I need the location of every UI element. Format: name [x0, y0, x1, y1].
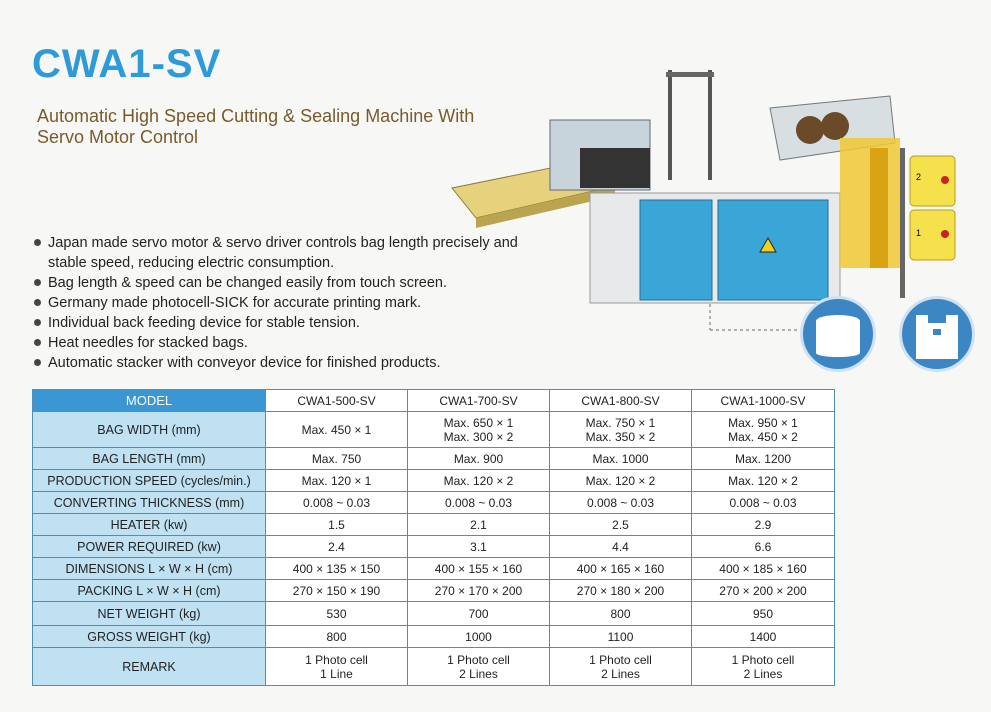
cell-text: 1 Line	[320, 666, 353, 681]
table-cell	[550, 536, 692, 558]
row-label: REMARK	[33, 648, 266, 686]
cell-text: 800	[326, 629, 347, 644]
cell-text: Max. 900	[453, 451, 504, 466]
cell-text: 1 Photo cell	[447, 652, 510, 667]
table-cell	[266, 470, 408, 492]
cell-text: 400 × 185 × 160	[719, 561, 807, 576]
table-cell	[408, 470, 550, 492]
cell-text: 1 Photo cell	[731, 652, 795, 667]
cell-text: 1 Photo cell	[589, 652, 652, 667]
table-cell	[550, 626, 692, 648]
table-cell	[692, 602, 835, 626]
feature-item: Bag length & speed can be changed easily from touch screen.	[32, 273, 552, 293]
table-cell	[408, 536, 550, 558]
table-row	[33, 648, 835, 686]
table-row	[33, 412, 835, 448]
model-name: CWA1-700-SV	[408, 390, 550, 412]
cell-text: 400 × 165 × 160	[576, 561, 665, 576]
feature-item: Germany made photocell-SICK for accurate printing mark.	[32, 293, 552, 313]
table-cell	[550, 602, 692, 626]
machine-drawing	[440, 68, 980, 368]
cell-text: Max. 1200	[734, 451, 792, 466]
model-column-header: MODEL	[33, 390, 266, 412]
row-label: POWER REQUIRED (kw)	[33, 536, 266, 558]
cell-text: 1.5	[328, 517, 345, 532]
table-cell	[692, 470, 835, 492]
table-row	[33, 492, 835, 514]
cell-text: Max. 750	[311, 451, 362, 466]
table-cell	[408, 602, 550, 626]
cell-text: 2 Lines	[743, 666, 783, 681]
table-cell	[550, 514, 692, 536]
table-header-row	[33, 390, 835, 412]
feature-item: Heat needles for stacked bags.	[32, 333, 552, 353]
table-cell	[408, 648, 550, 686]
cell-text: 0.008 ~ 0.03	[586, 495, 655, 510]
table-cell	[266, 648, 408, 686]
table-cell	[550, 492, 692, 514]
cell-text: 2 Lines	[601, 666, 640, 681]
table-cell	[408, 558, 550, 580]
table-cell	[692, 626, 835, 648]
cell-text: Max. 450 × 2	[728, 429, 798, 444]
table-row	[33, 514, 835, 536]
cell-text: 800	[610, 606, 631, 621]
feature-item: Individual back feeding device for stable tension.	[32, 313, 552, 333]
row-label: CONVERTING THICKNESS (mm)	[33, 492, 266, 514]
table-cell	[550, 448, 692, 470]
table-cell	[408, 412, 550, 448]
machine-illustration	[440, 68, 980, 368]
table-cell	[692, 492, 835, 514]
spec-table	[32, 389, 835, 686]
table-cell	[266, 514, 408, 536]
table-cell	[408, 492, 550, 514]
round-bag-icon	[800, 296, 876, 372]
cell-text: 270 × 150 × 190	[292, 583, 381, 598]
cell-text: 4.4	[612, 539, 629, 554]
table-row	[33, 626, 835, 648]
table-cell	[692, 648, 835, 686]
table-cell	[692, 558, 835, 580]
cell-text: Max. 300 × 2	[443, 429, 514, 444]
model-name: CWA1-1000-SV	[692, 390, 835, 412]
table-cell	[408, 448, 550, 470]
cell-text: 0.008 ~ 0.03	[302, 495, 371, 510]
cell-text: Max. 950 × 1	[728, 415, 798, 430]
table-cell	[692, 412, 835, 448]
table-cell	[266, 492, 408, 514]
table-row	[33, 580, 835, 602]
table-cell	[408, 580, 550, 602]
table-row	[33, 558, 835, 580]
table-row	[33, 470, 835, 492]
row-label: BAG WIDTH (mm)	[33, 412, 266, 448]
cell-text: Max. 450 × 1	[301, 422, 372, 437]
table-cell	[266, 626, 408, 648]
table-cell	[692, 580, 835, 602]
cell-text: 950	[752, 606, 774, 621]
cell-text: 400 × 135 × 150	[292, 561, 381, 576]
table-cell	[266, 412, 408, 448]
table-cell	[408, 626, 550, 648]
roll-label-1: 1	[916, 228, 922, 238]
cell-text: Max. 120 × 2	[585, 473, 656, 488]
table-cell	[266, 602, 408, 626]
cell-text: 2 Lines	[459, 666, 498, 681]
feature-item: Automatic stacker with conveyor device for finished products.	[32, 353, 552, 373]
table-row	[33, 448, 835, 470]
cell-text: 0.008 ~ 0.03	[444, 495, 513, 510]
cell-text: Max. 120 × 2	[443, 473, 514, 488]
row-label: DIMENSIONS L × W × H (cm)	[33, 558, 266, 580]
table-cell	[550, 558, 692, 580]
cell-text: 6.6	[754, 539, 772, 554]
table-cell	[550, 580, 692, 602]
cell-text: 1 Photo cell	[305, 652, 368, 667]
cell-text: 400 × 155 × 160	[434, 561, 523, 576]
cell-text: Max. 120 × 1	[301, 473, 372, 488]
cell-text: 1100	[607, 629, 634, 644]
model-name: CWA1-500-SV	[266, 390, 408, 412]
cell-text: 2.1	[470, 517, 487, 532]
cell-text: Max. 120 × 2	[728, 473, 798, 488]
cell-text: Max. 1000	[592, 451, 649, 466]
row-label: PACKING L × W × H (cm)	[33, 580, 266, 602]
cell-text: Max. 350 × 2	[585, 429, 656, 444]
cell-text: 270 × 200 × 200	[719, 583, 807, 598]
table-cell	[266, 448, 408, 470]
cell-text: 2.9	[754, 517, 772, 532]
cell-text: 1400	[749, 629, 777, 644]
row-label: GROSS WEIGHT (kg)	[33, 626, 266, 648]
table-cell	[550, 470, 692, 492]
cell-text: 530	[326, 606, 347, 621]
cell-text: 700	[468, 606, 489, 621]
feature-item: Japan made servo motor & servo driver controls bag length precisely and stable speed, reducing electric consumption.	[32, 233, 552, 273]
row-label: HEATER (kw)	[33, 514, 266, 536]
table-cell	[692, 448, 835, 470]
cell-text: 270 × 180 × 200	[576, 583, 665, 598]
table-cell	[692, 536, 835, 558]
table-row	[33, 536, 835, 558]
cell-text: 270 × 170 × 200	[434, 583, 523, 598]
table-cell	[550, 648, 692, 686]
cell-text: Max. 750 × 1	[585, 415, 656, 430]
row-label: BAG LENGTH (mm)	[33, 448, 266, 470]
model-name: CWA1-800-SV	[550, 390, 692, 412]
table-cell	[408, 514, 550, 536]
cell-text: Max. 650 × 1	[443, 415, 514, 430]
table-cell	[692, 514, 835, 536]
cell-text: 2.4	[328, 539, 345, 554]
table-cell	[550, 412, 692, 448]
table-cell	[266, 536, 408, 558]
cell-text: 0.008 ~ 0.03	[729, 495, 797, 510]
row-label: NET WEIGHT (kg)	[33, 602, 266, 626]
page-subtitle: Automatic High Speed Cutting & Sealing Machine With Servo Motor Control	[37, 106, 475, 147]
table-row	[33, 602, 835, 626]
cell-text: 1000	[465, 629, 492, 644]
tshirt-bag-icon	[899, 296, 975, 372]
table-cell	[266, 558, 408, 580]
row-label: PRODUCTION SPEED (cycles/min.)	[33, 470, 266, 492]
cell-text: 2.5	[612, 517, 629, 532]
table-cell	[266, 580, 408, 602]
roll-label-2: 2	[916, 172, 922, 182]
page-title: CWA1-SV	[32, 42, 222, 86]
cell-text: 3.1	[470, 539, 487, 554]
